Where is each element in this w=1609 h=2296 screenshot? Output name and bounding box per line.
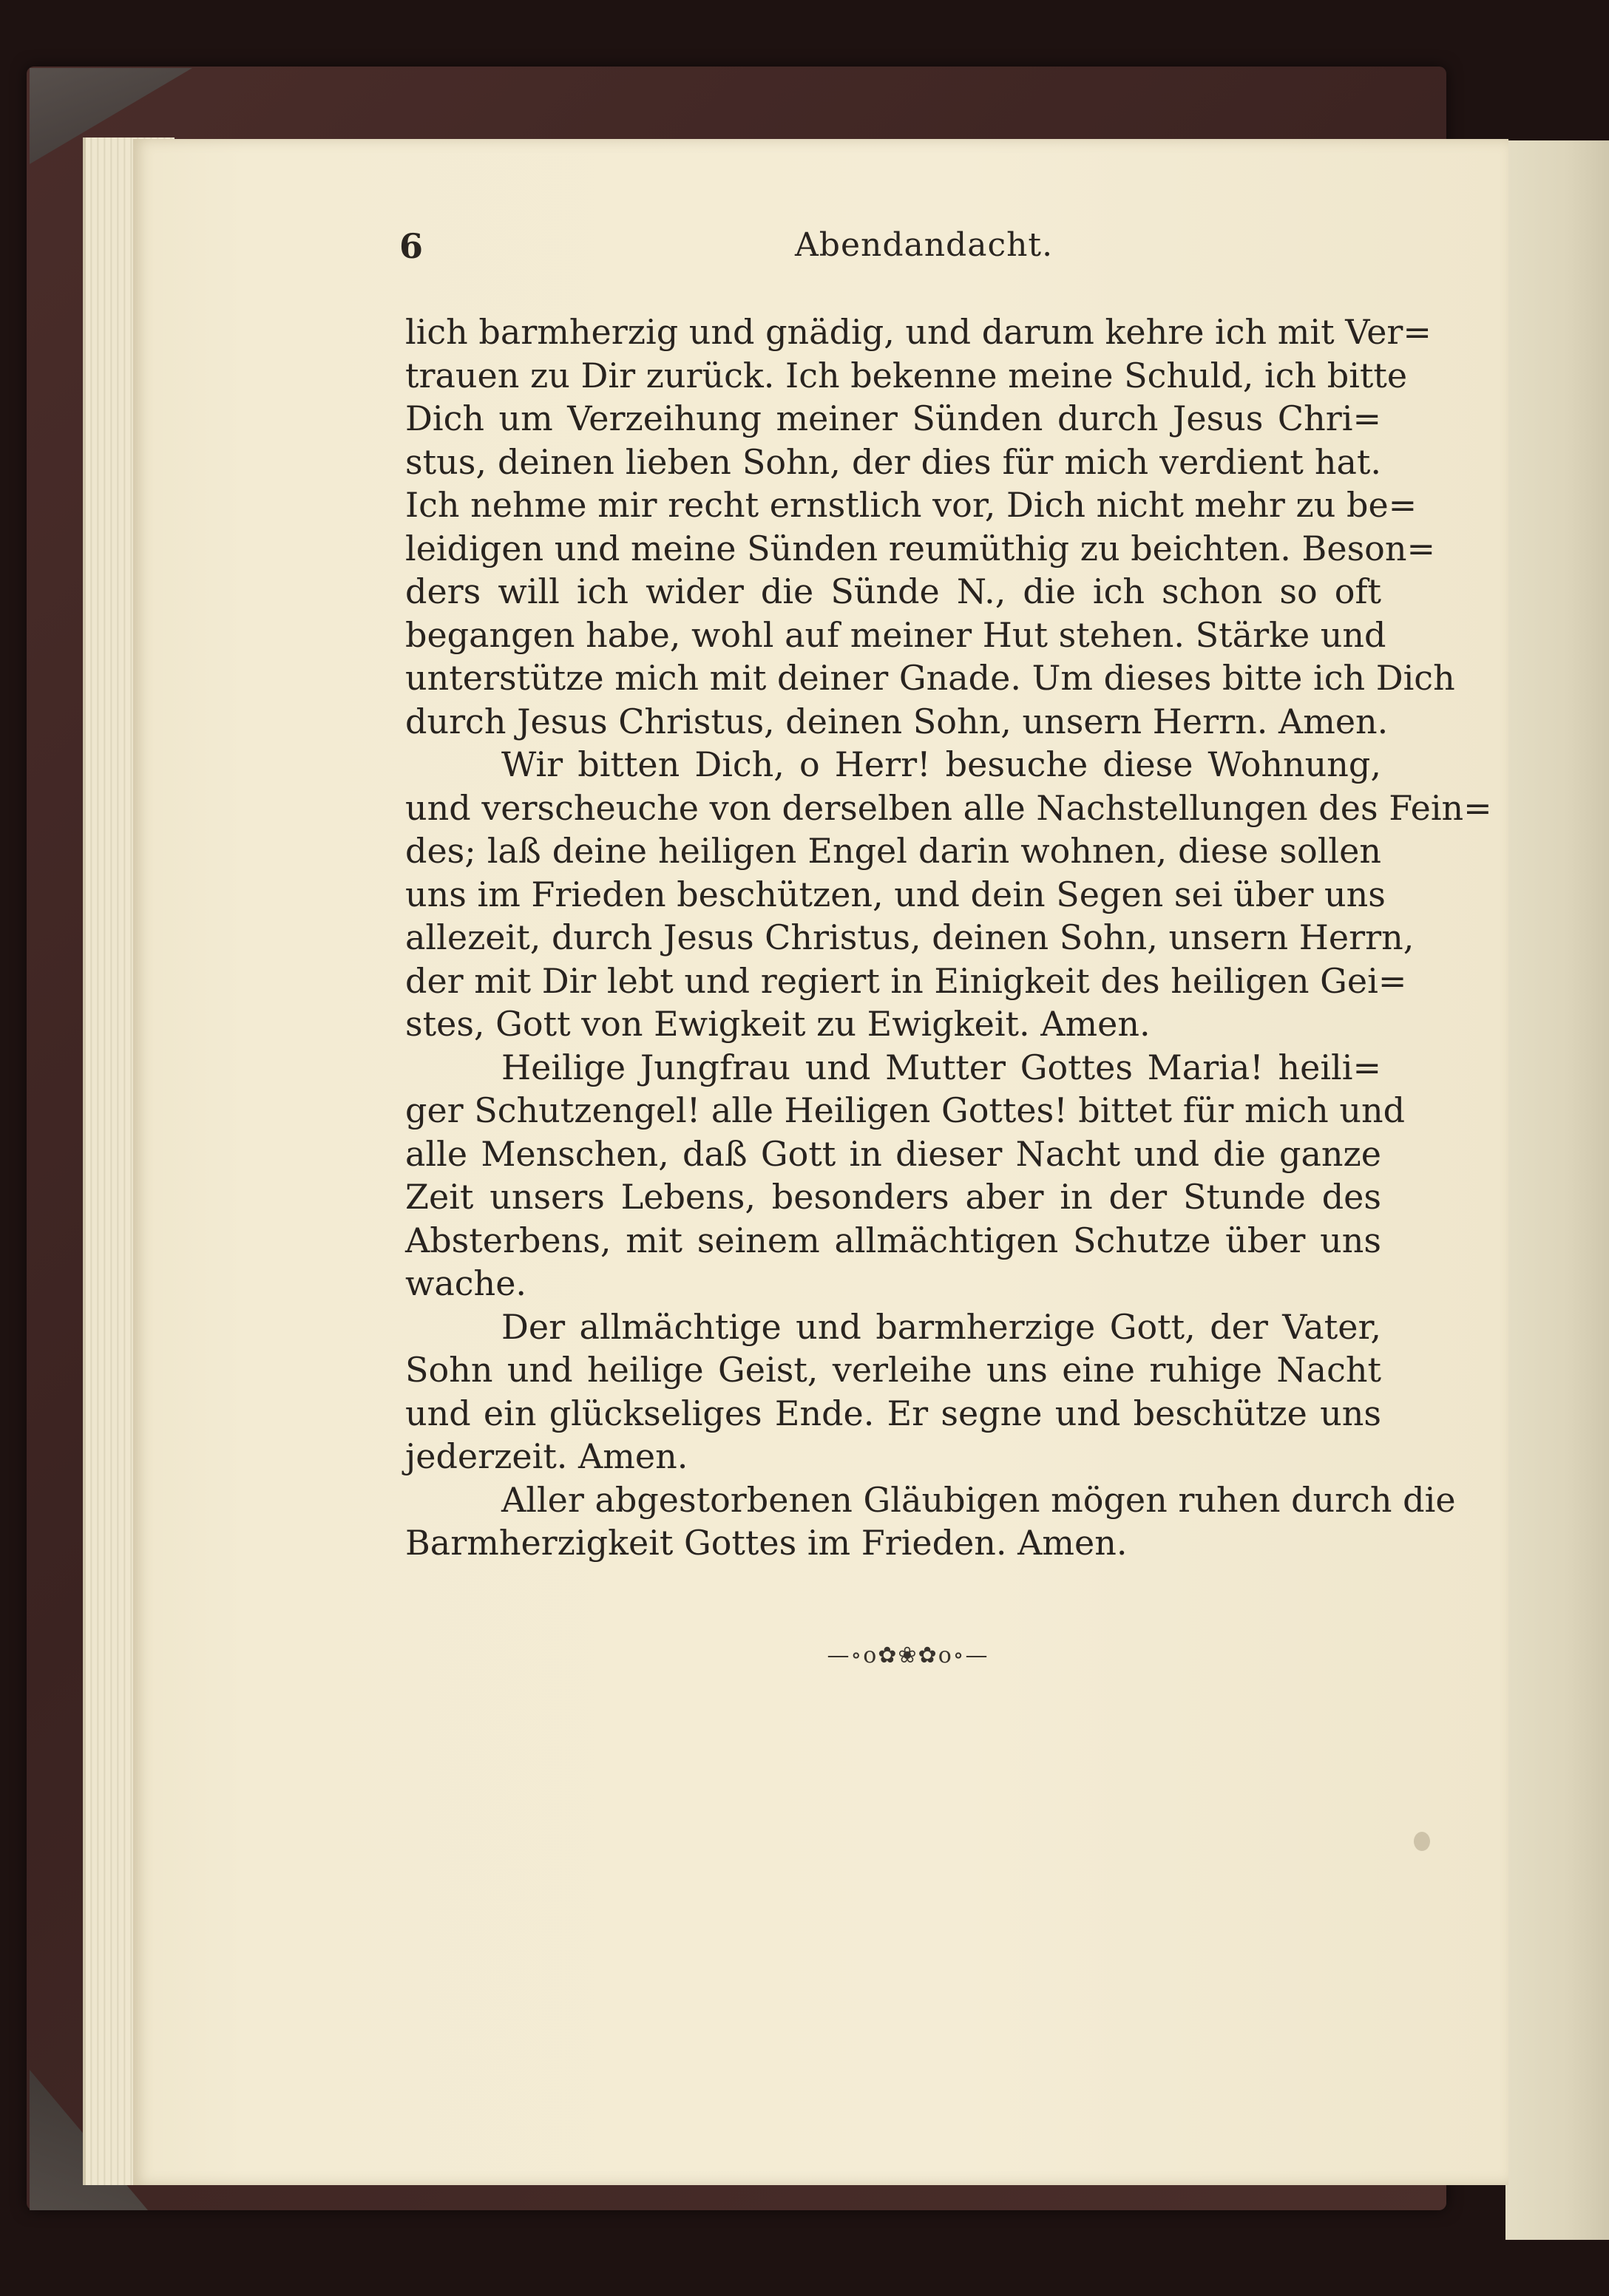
text-line: Dich um Verzeihung meiner Sünden durch Jesus Chri=	[405, 398, 1381, 438]
text-line: des; laß deine heiligen Engel darin wohnen, diese sollen	[405, 831, 1381, 871]
text-line: Der allmächtige und barmherzige Gott, der Vater,	[501, 1306, 1381, 1347]
text-line: wache.	[405, 1263, 527, 1303]
text-line: Ich nehme mir recht ernstlich vor, Dich nicht mehr zu be=	[405, 485, 1417, 525]
text-line: ders will ich wider die Sünde N., die ich schon so oft	[405, 571, 1381, 611]
text-line: Wir bitten Dich, o Herr! besuche diese Wohnung,	[501, 744, 1381, 784]
text-line: Zeit unsers Lebens, besonders aber in der Stunde des	[405, 1177, 1381, 1217]
text-line: Aller abgestorbenen Gläubigen mögen ruhen durch die	[501, 1479, 1456, 1520]
page-number: 6	[399, 226, 424, 266]
running-head: Abendandacht.	[795, 226, 1054, 264]
text-line: Barmherzigkeit Gottes im Frieden. Amen.	[405, 1523, 1128, 1563]
text-line: durch Jesus Christus, deinen Sohn, unsern Herrn. Amen.	[405, 701, 1389, 741]
text-line: begangen habe, wohl auf meiner Hut stehen. Stärke und	[405, 614, 1386, 655]
end-ornament: —∘o✿❀✿o∘—	[827, 1643, 989, 1668]
text-line: Heilige Jungfrau und Mutter Gottes Maria! heili=	[501, 1047, 1381, 1087]
text-line: allezeit, durch Jesus Christus, deinen Sohn, unsern Herrn,	[405, 917, 1415, 957]
text-line: uns im Frieden beschützen, und dein Segen sei über uns	[405, 874, 1386, 914]
text-line: alle Menschen, daß Gott in dieser Nacht und die ganze	[405, 1133, 1381, 1174]
body-text	[405, 310, 1492, 1565]
text-line: Absterbens, mit seinem allmächtigen Schutze über uns	[405, 1220, 1381, 1260]
paper-spot	[1414, 1832, 1430, 1851]
text-line: lich barmherzig und gnädig, und darum kehre ich mit Ver=	[405, 312, 1432, 352]
facing-page-edge	[1505, 140, 1609, 2240]
text-line: der mit Dir lebt und regiert in Einigkeit des heiligen Gei=	[405, 960, 1407, 1001]
text-line: und ein glückseliges Ende. Er segne und beschütze uns	[405, 1393, 1381, 1433]
text-line: unterstütze mich mit deiner Gnade. Um dieses bitte ich Dich	[405, 658, 1455, 698]
text-line: ger Schutzengel! alle Heiligen Gottes! bittet für mich und	[405, 1090, 1406, 1130]
page-header	[399, 226, 1383, 278]
text-line: trauen zu Dir zurück. Ich bekenne meine Schuld, ich bitte	[405, 355, 1408, 395]
text-line: jederzeit. Amen.	[405, 1436, 688, 1476]
text-line: Sohn und heilige Geist, verleihe uns eine ruhige Nacht	[405, 1350, 1381, 1390]
text-line: und verscheuche von derselben alle Nachstellungen des Fein=	[405, 787, 1492, 828]
text-line: leidigen und meine Sünden reumüthig zu beichten. Beson=	[405, 528, 1436, 568]
text-line: stes, Gott von Ewigkeit zu Ewigkeit. Amen.	[405, 1004, 1151, 1044]
text-line: stus, deinen lieben Sohn, der dies für mich verdient hat.	[405, 441, 1381, 482]
